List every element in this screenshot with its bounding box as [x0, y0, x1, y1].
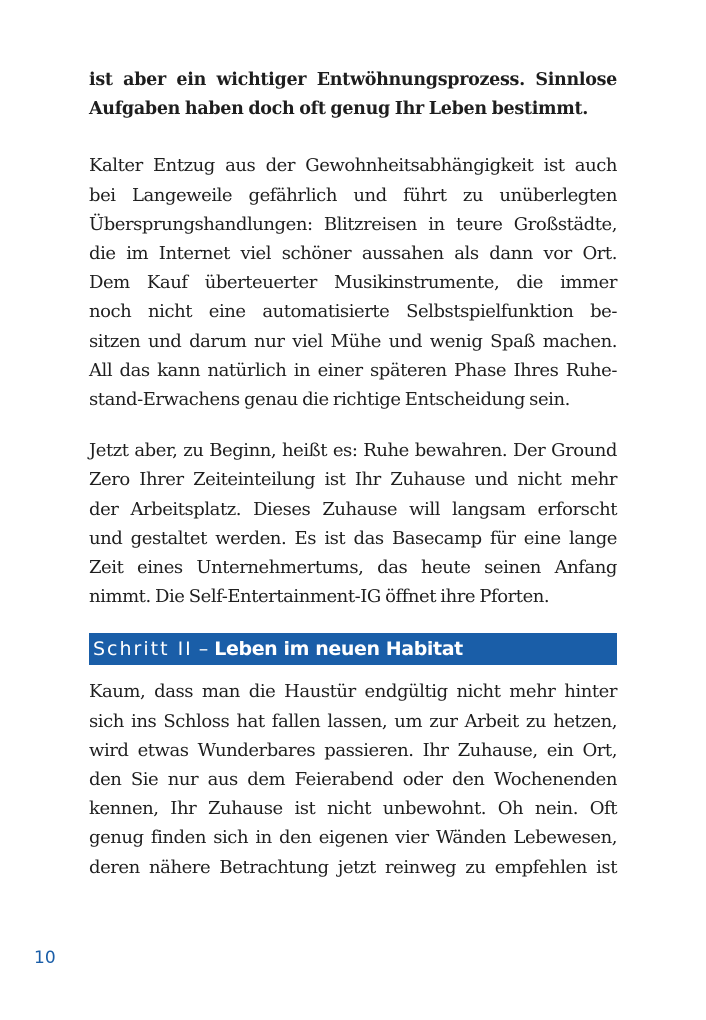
section-title: Leben im neuen Habitat [214, 638, 463, 661]
text-line: wird etwas Wunderbares passieren. Ihr Zuhause, ein Ort, [89, 739, 617, 761]
text-line: stand-Erwachens genau die richtige Entscheidung sein. [89, 389, 570, 411]
text-line: noch nicht eine automatisierte Selbstspielfunktion be- [89, 301, 617, 323]
page-number: 10 [34, 948, 56, 968]
text-line: deren nähere Betrachtung jetzt reinweg zu empfehlen ist [89, 856, 617, 878]
text-line: der Arbeitsplatz. Dieses Zuhause will langsam erforscht [89, 498, 617, 520]
text-line: die im Internet viel schöner aussahen als dann vor Ort. [89, 243, 617, 265]
text-line: Kaum, dass man die Haustür endgültig nicht mehr hinter [89, 681, 617, 703]
section-separator: – [198, 638, 209, 661]
text-line: sitzen und darum nur viel Mühe und wenig Spaß machen. [89, 330, 617, 352]
text-line: Zeit eines Unternehmertums, das heute seinen Anfang [89, 557, 617, 579]
text-line: Kalter Entzug aus der Gewohnheitsabhängigkeit ist auch [89, 155, 617, 177]
text-line: und gestaltet werden. Es ist das Basecamp für eine lange [89, 527, 617, 549]
body-paragraph [89, 677, 617, 881]
text-line: Zero Ihrer Zeiteinteilung ist Ihr Zuhause und nicht mehr [89, 469, 617, 491]
text-line: Jetzt aber, zu Beginn, heißt es: Ruhe bewahren. Der Ground [89, 440, 617, 462]
text-line: sich ins Schloss hat fallen lassen, um zur Arbeit zu hetzen, [89, 710, 617, 732]
page-body [89, 66, 617, 904]
intro-paragraph [89, 66, 617, 124]
text-line: ist aber ein wichtiger Entwöhnungsprozess. Sinnlose [89, 70, 617, 90]
text-line: bei Langeweile gefährlich und führt zu unüberlegten [89, 184, 617, 206]
body-paragraph [89, 151, 617, 414]
text-line: All das kann natürlich in einer späteren Phase Ihres Ruhe- [89, 359, 617, 381]
text-line: genug finden sich in den eigenen vier Wänden Lebewesen, [89, 827, 617, 849]
section-heading [89, 633, 617, 665]
text-line: nimmt. Die Self-Entertainment-IG öffnet ihre Pforten. [89, 586, 550, 608]
body-paragraph [89, 436, 617, 611]
text-line: kennen, Ihr Zuhause ist nicht unbewohnt. Oh nein. Oft [89, 798, 617, 820]
section-step-label: Schritt II [93, 638, 193, 661]
text-line: Dem Kauf überteuerter Musikinstrumente, die immer [89, 272, 617, 294]
text-line: Aufgaben haben doch oft genug Ihr Leben bestimmt. [89, 99, 589, 120]
text-line: den Sie nur aus dem Feierabend oder den Wochenenden [89, 769, 617, 791]
text-line: Übersprungshandlungen: Blitzreisen in teure Großstädte, [89, 213, 617, 235]
